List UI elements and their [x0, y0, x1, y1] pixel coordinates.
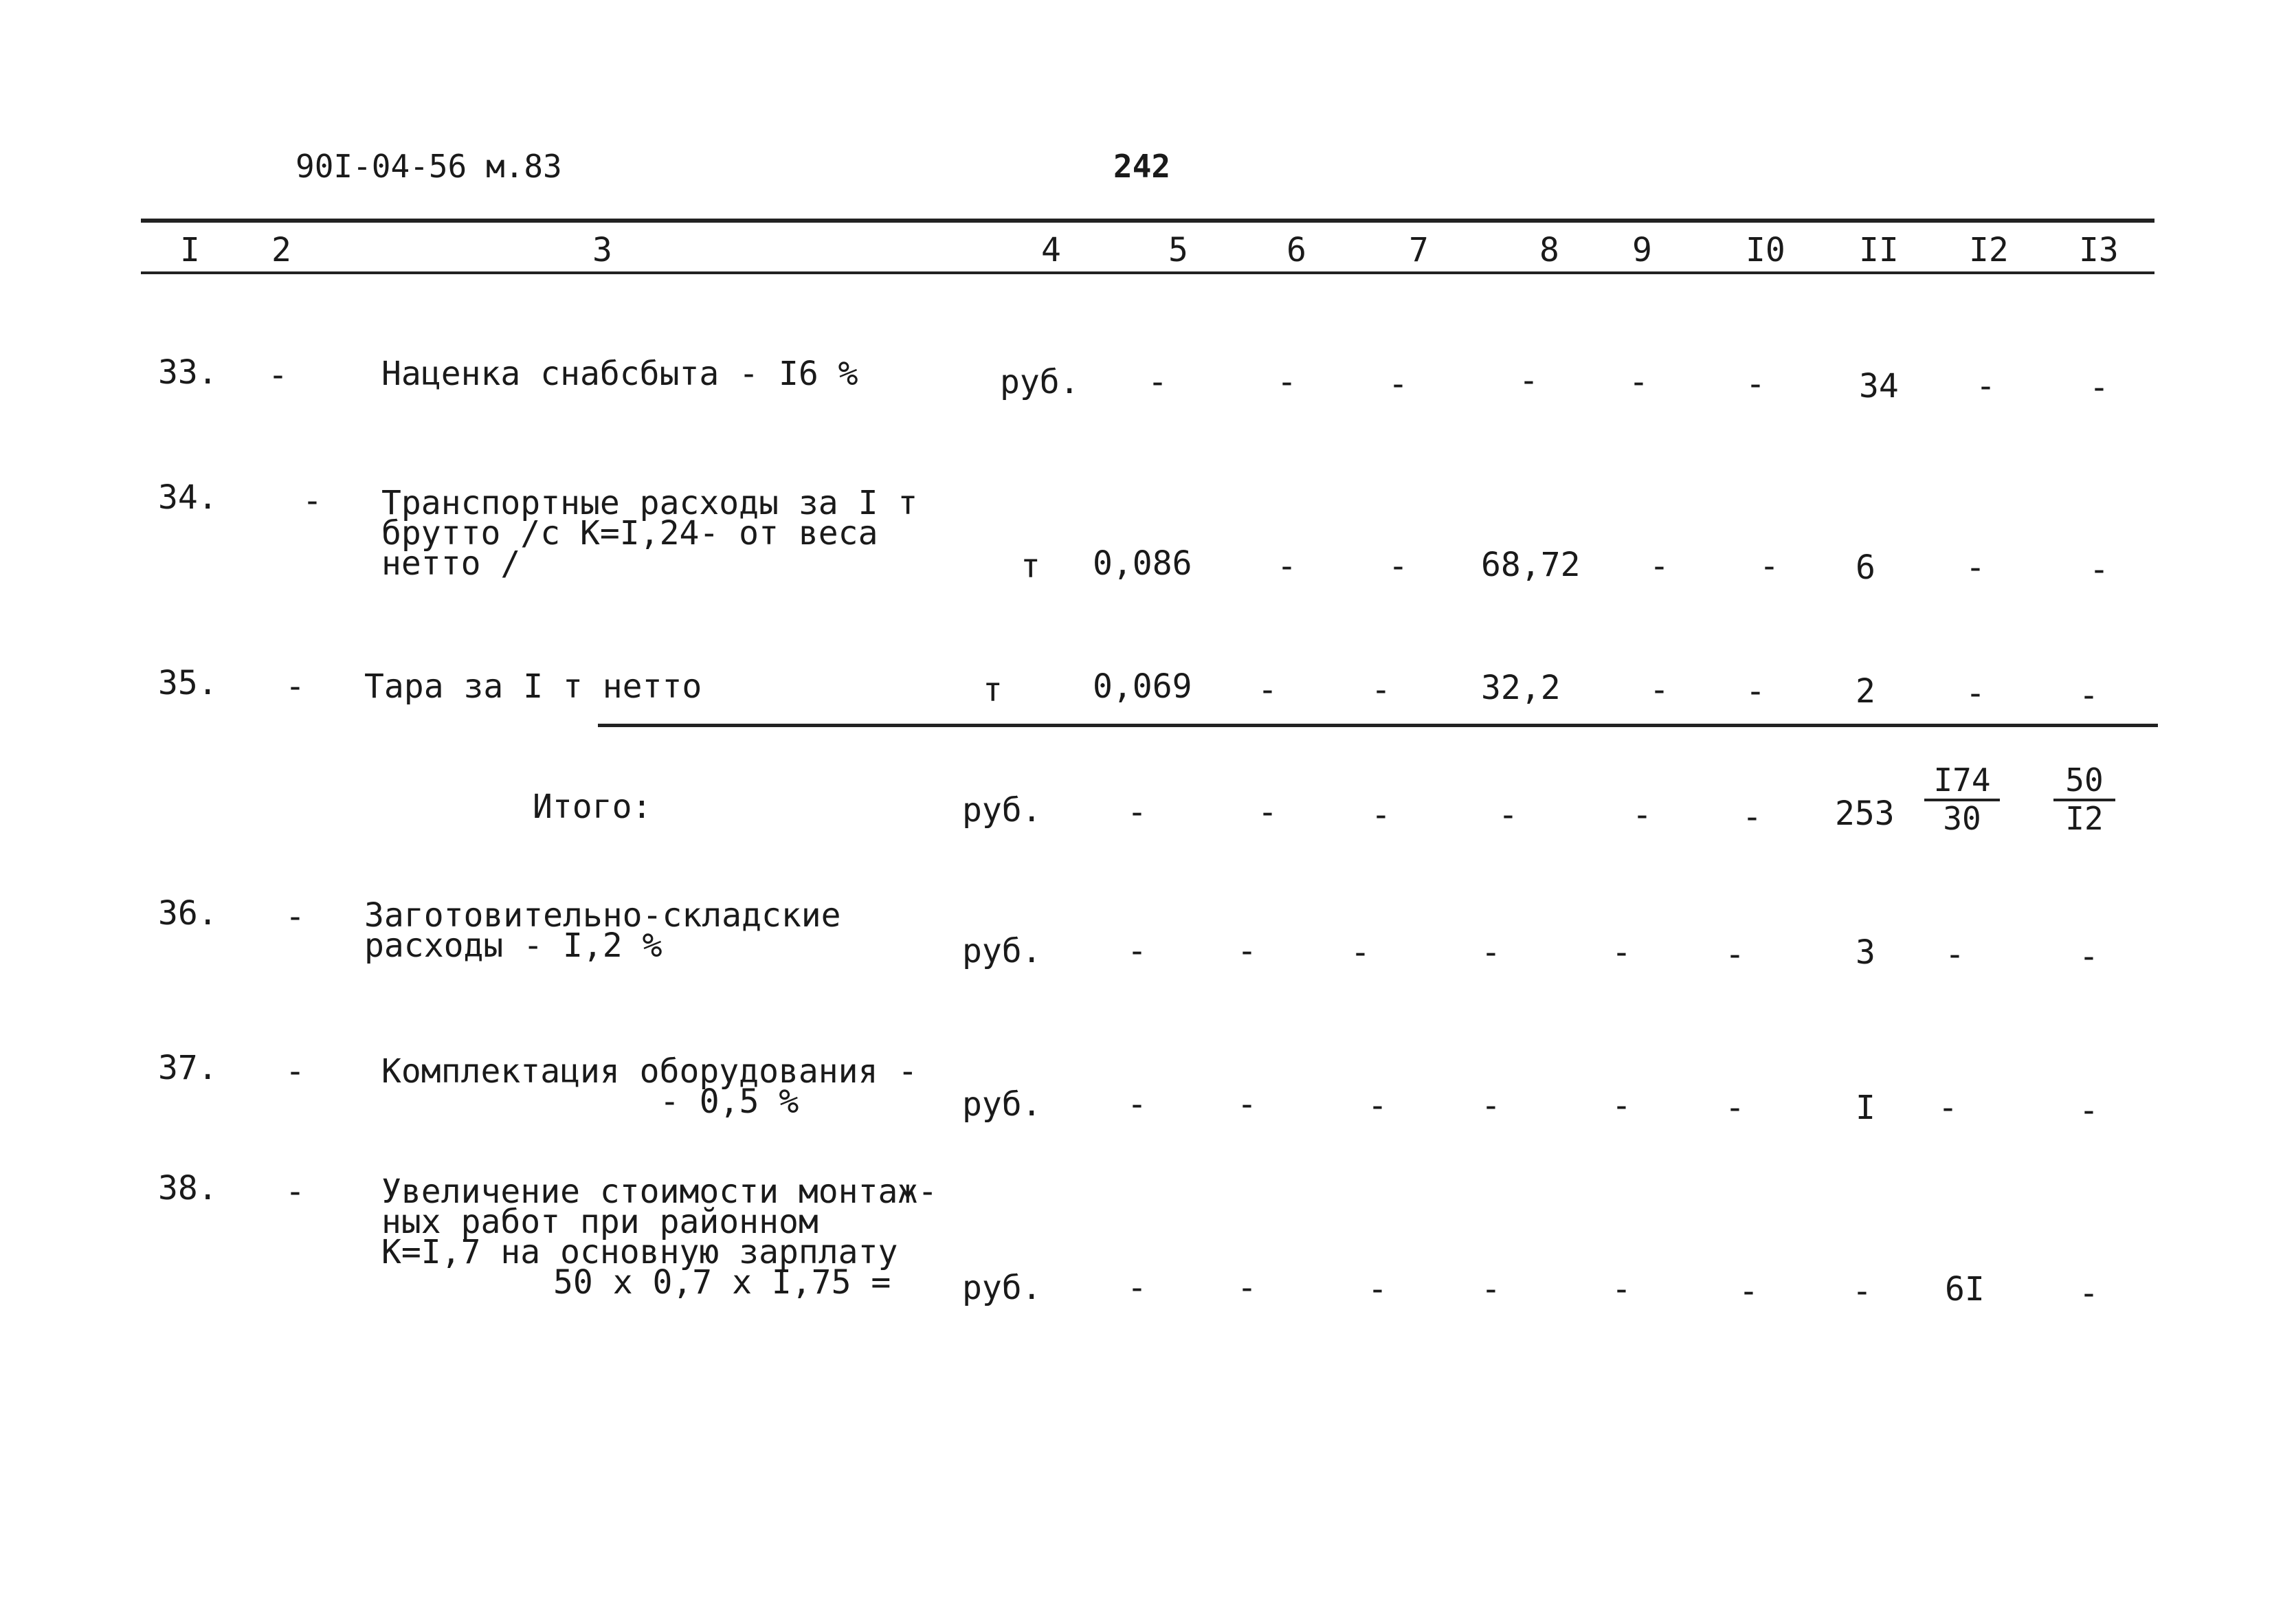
column-header: 7	[1409, 231, 1429, 269]
row-description: Транспортные расходы за I т	[381, 484, 918, 522]
column-8-value: -	[1481, 1087, 1501, 1125]
fraction-denominator: 30	[1943, 800, 1981, 837]
column-5-value: -	[1127, 1269, 1147, 1307]
row-description: ных работ при районном	[381, 1203, 818, 1241]
column-13-value: -	[2079, 676, 2099, 715]
row-description: Увеличение стоимости монтаж-	[381, 1172, 938, 1211]
column-5-value: -	[1127, 793, 1147, 832]
column-9-value: -	[1612, 1087, 1631, 1125]
row-description: расходы - I,2 %	[364, 926, 662, 965]
row-description: К=I,7 на основную зарплату	[381, 1233, 898, 1271]
column-5-value: 0,069	[1093, 667, 1192, 706]
column-10-value: -	[1742, 798, 1762, 836]
column-header: I0	[1746, 231, 1785, 269]
column-7-value: -	[1368, 1087, 1388, 1125]
column-9-value: -	[1649, 671, 1669, 709]
column-12-fraction	[1924, 761, 2000, 837]
column-header: I3	[2079, 231, 2119, 269]
column-8-value: -	[1498, 796, 1518, 834]
column-2-value: -	[285, 667, 305, 706]
column-5-value: -	[1148, 363, 1168, 401]
document-code: 90I-04-56 м.83	[296, 148, 562, 185]
column-header: 8	[1539, 231, 1559, 269]
column-11-value: 3	[1856, 933, 1875, 972]
row-description: Заготовительно-складские	[364, 896, 841, 935]
column-12-value: -	[1976, 367, 1996, 405]
column-9-value: -	[1649, 547, 1669, 586]
column-11-value: 34	[1859, 367, 1899, 405]
column-10-value: -	[1725, 1089, 1745, 1127]
column-12-value: -	[1965, 548, 1985, 587]
column-6-value: -	[1277, 547, 1297, 586]
column-8-value: -	[1481, 933, 1501, 972]
column-7-value: -	[1371, 671, 1391, 709]
column-5-value: -	[1127, 932, 1147, 970]
column-8-value: 68,72	[1481, 546, 1581, 584]
row-number: 38.	[158, 1169, 218, 1208]
column-7-value: -	[1388, 365, 1408, 403]
column-11-value: 2	[1856, 672, 1875, 711]
column-6-value: -	[1277, 363, 1297, 401]
column-9-value: -	[1612, 1270, 1631, 1309]
subtotal-rule	[598, 724, 2158, 727]
column-12-value: -	[1938, 1089, 1958, 1127]
column-header: 4	[1041, 231, 1061, 269]
column-13-value: -	[2089, 550, 2109, 589]
fraction-denominator: I2	[2065, 800, 2104, 837]
row-number: 37.	[158, 1049, 218, 1087]
column-9-value: -	[1629, 363, 1649, 401]
column-11-value: 6	[1856, 548, 1875, 587]
row-description: Комплектация оборудования -	[381, 1052, 918, 1091]
fraction-numerator: I74	[1924, 764, 2000, 801]
table-top-rule	[141, 219, 2154, 223]
column-7-value: -	[1350, 933, 1370, 972]
unit: руб.	[962, 932, 1042, 970]
column-10-value: -	[1746, 365, 1766, 403]
row-number: 34.	[158, 478, 218, 517]
column-2-value: -	[285, 898, 305, 936]
column-12-value: 6I	[1945, 1270, 1985, 1309]
row-description: - 0,5 %	[660, 1082, 799, 1121]
column-13-value: -	[2079, 937, 2099, 976]
column-header: I2	[1969, 231, 2009, 269]
unit: руб.	[962, 791, 1042, 830]
column-12-value: -	[1945, 935, 1965, 974]
column-8-value: -	[1519, 361, 1539, 400]
row-number: 36.	[158, 894, 218, 933]
column-10-value: -	[1739, 1272, 1759, 1311]
column-7-value: -	[1368, 1270, 1388, 1309]
column-2-value: -	[302, 482, 322, 520]
column-10-value: -	[1759, 547, 1779, 586]
column-5-value: -	[1127, 1085, 1147, 1124]
unit: руб.	[962, 1085, 1042, 1124]
column-7-value: -	[1371, 796, 1391, 834]
unit: руб.	[962, 1269, 1042, 1307]
column-2-value: -	[268, 356, 288, 394]
column-9-value: -	[1632, 796, 1652, 834]
column-header: II	[1859, 231, 1899, 269]
column-6-value: -	[1237, 932, 1257, 970]
column-13-fraction	[2053, 761, 2115, 837]
page-number: 242	[1113, 148, 1171, 185]
column-2-value: -	[285, 1172, 305, 1211]
column-13-value: -	[2079, 1091, 2099, 1130]
row-description: нетто /	[381, 544, 521, 583]
column-6-value: -	[1237, 1269, 1257, 1307]
row-description: Тара за I т нетто	[364, 667, 702, 706]
row-description: Наценка снабсбыта - I6 %	[381, 355, 858, 393]
column-11-value: I	[1856, 1089, 1875, 1127]
fraction-numerator: 50	[2053, 764, 2115, 801]
column-9-value: -	[1612, 933, 1631, 972]
row-description: брутто /с К=I,24- от веса	[381, 514, 878, 553]
table-header-bottom-rule	[141, 271, 2154, 274]
column-11-value: -	[1852, 1272, 1872, 1311]
column-11-value: 253	[1835, 794, 1895, 833]
column-13-value: -	[2079, 1274, 2099, 1313]
column-header: 9	[1632, 231, 1652, 269]
column-10-value: -	[1725, 935, 1745, 974]
unit: руб.	[1000, 363, 1080, 401]
column-7-value: -	[1388, 547, 1408, 586]
column-12-value: -	[1965, 674, 1985, 713]
column-2-value: -	[285, 1052, 305, 1091]
column-6-value: -	[1237, 1085, 1257, 1124]
column-5-value: 0,086	[1093, 544, 1192, 583]
column-6-value: -	[1258, 671, 1278, 709]
column-header: 5	[1168, 231, 1188, 269]
column-8-value: -	[1481, 1270, 1501, 1309]
row-number: 35.	[158, 664, 218, 702]
row-number: 33.	[158, 353, 218, 392]
column-8-value: 32,2	[1481, 669, 1561, 707]
column-10-value: -	[1746, 672, 1766, 711]
column-header: I	[180, 231, 200, 269]
unit: т	[1021, 547, 1040, 586]
column-6-value: -	[1258, 793, 1278, 832]
unit: т	[983, 671, 1003, 709]
column-header: 3	[592, 231, 612, 269]
column-header: 2	[271, 231, 291, 269]
column-13-value: -	[2089, 368, 2109, 407]
column-header: 6	[1287, 231, 1306, 269]
total-label: Итого:	[533, 788, 652, 826]
row-description: 50 х 0,7 х I,75 =	[553, 1263, 891, 1302]
